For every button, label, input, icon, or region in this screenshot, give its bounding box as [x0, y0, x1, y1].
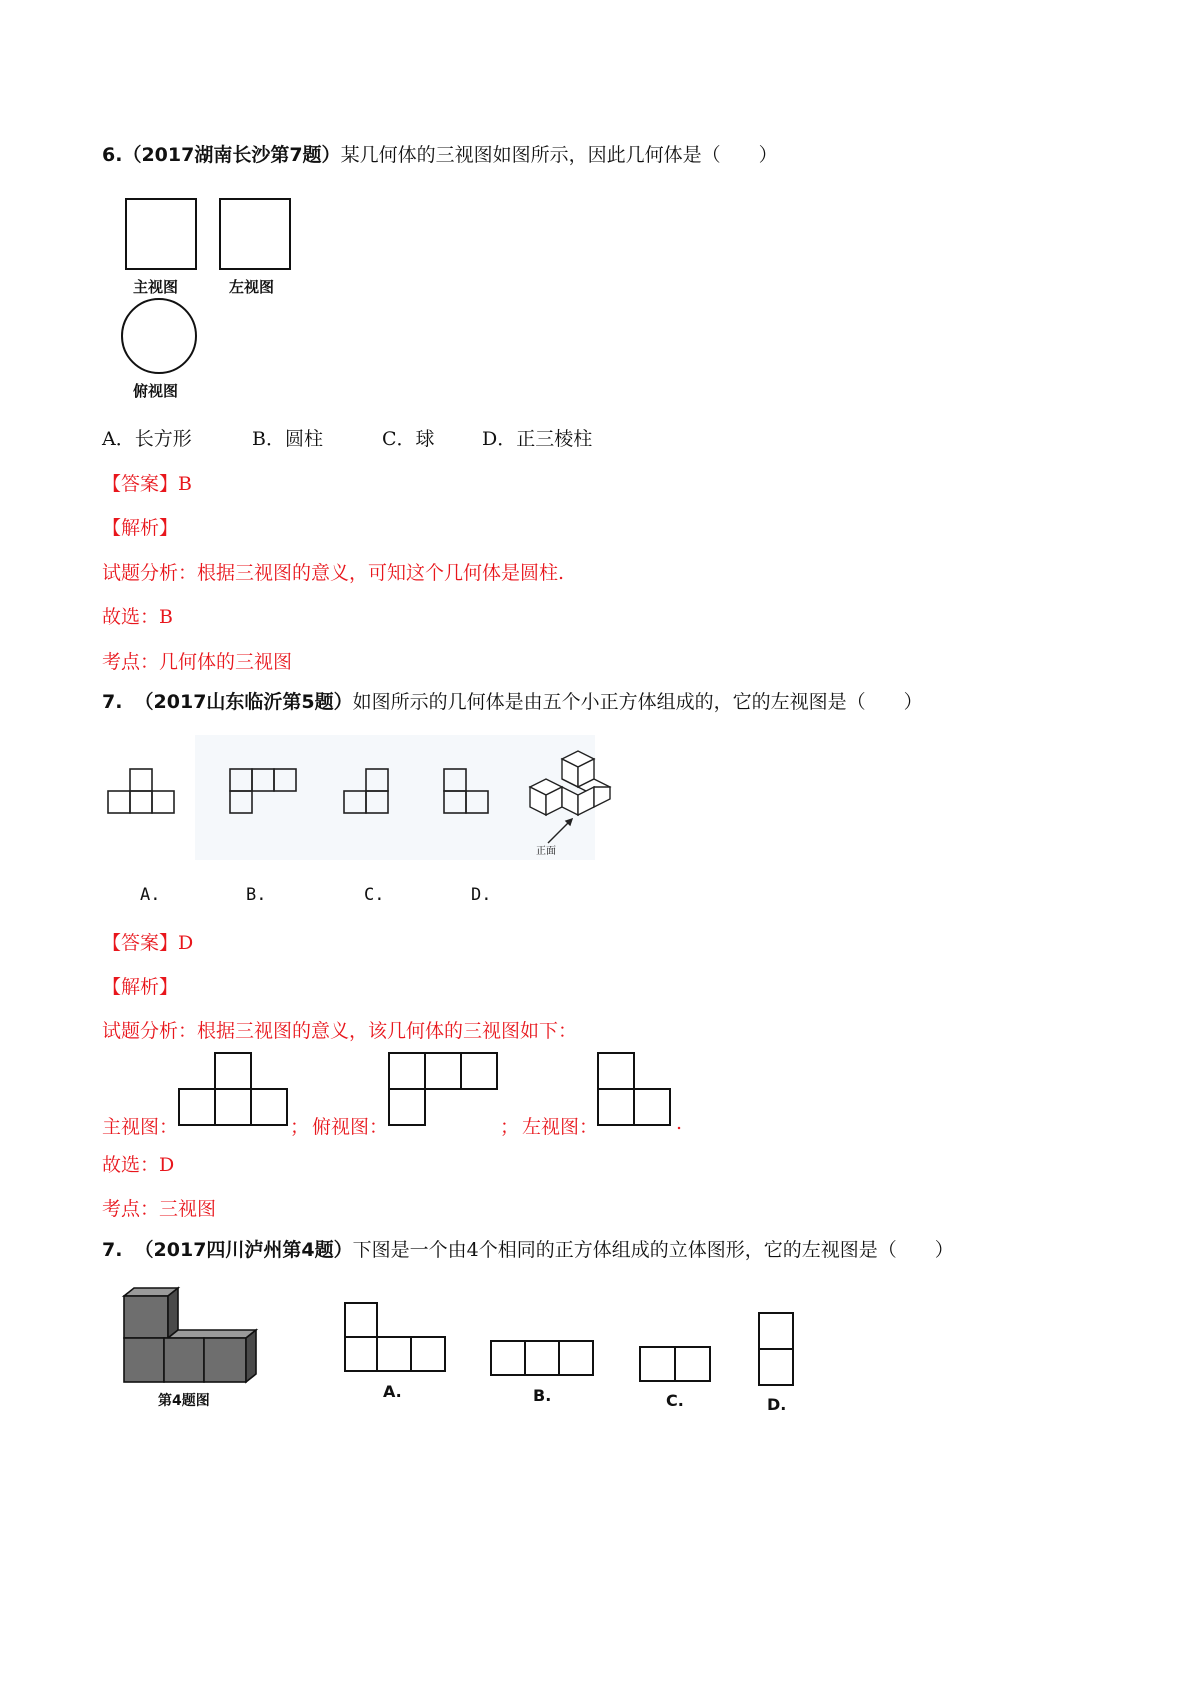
q6-source: （2017湖南长沙第7题）: [122, 144, 341, 166]
q7a-end: .: [676, 1112, 683, 1134]
q7b-source: （2017四川泸州第4题）: [134, 1239, 353, 1261]
q7b-option-b-shape: [491, 1341, 593, 1375]
q7b-solid-shape: [124, 1288, 256, 1382]
q7a-option-b: B.: [246, 885, 267, 905]
q7a-option-a: A.: [140, 885, 161, 905]
q7b-option-b: B.: [533, 1386, 552, 1405]
q7a-front-label: 主视图：: [102, 1116, 179, 1138]
q6-choose: 故选：B: [102, 606, 173, 628]
q7b-number: 7.: [102, 1239, 123, 1261]
q7b-option-a-shape: [345, 1303, 445, 1371]
q7a-sep1: ；: [290, 1116, 310, 1138]
q6-text: 某几何体的三视图如图所示，因此几何体是（ ）: [340, 144, 778, 166]
q6-analysis-label: 【解析】: [102, 517, 179, 539]
q6-option-d: D．正三棱柱: [482, 428, 593, 450]
q6-answer: 【答案】B: [102, 473, 192, 495]
q7b-option-d-shape: [759, 1313, 793, 1385]
q7a-left-label: 左视图：: [522, 1116, 599, 1138]
q6-left-label: 左视图: [229, 278, 275, 296]
q7b-option-c: C.: [666, 1391, 684, 1410]
q7a-number: 7.: [102, 691, 123, 713]
q6-front-label: 主视图: [133, 278, 179, 296]
q7a-analysis: 试题分析：根据三视图的意义，该几何体的三视图如下：: [102, 1020, 578, 1042]
q7a-answer: 【答案】D: [102, 932, 194, 954]
q6-option-a: A．长方形: [102, 428, 192, 450]
q7a-top-label: 俯视图：: [312, 1116, 389, 1138]
q6-analysis: 试题分析：根据三视图的意义，可知这个几何体是圆柱.: [102, 562, 565, 584]
q7a-source: （2017山东临沂第5题）: [134, 691, 353, 713]
q6-top-label: 俯视图: [133, 382, 179, 400]
q7a-choose: 故选：D: [102, 1154, 175, 1176]
q7a-analysis-label: 【解析】: [102, 976, 179, 998]
q6-option-c: C．球: [382, 428, 435, 450]
q7b-option-c-shape: [640, 1347, 710, 1381]
q7a-sep2: ；: [500, 1116, 520, 1138]
q7a-option-d: D.: [471, 885, 492, 905]
q7b-option-d: D.: [767, 1395, 787, 1414]
q7b-fig-caption: 第4题图: [158, 1393, 210, 1409]
q7b-option-a: A.: [383, 1382, 402, 1401]
q7a-point: 考点：三视图: [102, 1198, 217, 1220]
q7a-front-arrow-label: 正面: [536, 846, 556, 857]
q7a-text: 如图所示的几何体是由五个小正方体组成的，它的左视图是（ ）: [352, 691, 923, 713]
q7b-text: 下图是一个由4个相同的正方体组成的立体图形，它的左视图是（ ）: [352, 1239, 954, 1261]
q6-option-b: B．圆柱: [252, 428, 323, 450]
q7a-option-c: C.: [364, 885, 385, 905]
q6-point: 考点：几何体的三视图: [102, 651, 293, 673]
q6-number: 6.: [102, 144, 123, 166]
